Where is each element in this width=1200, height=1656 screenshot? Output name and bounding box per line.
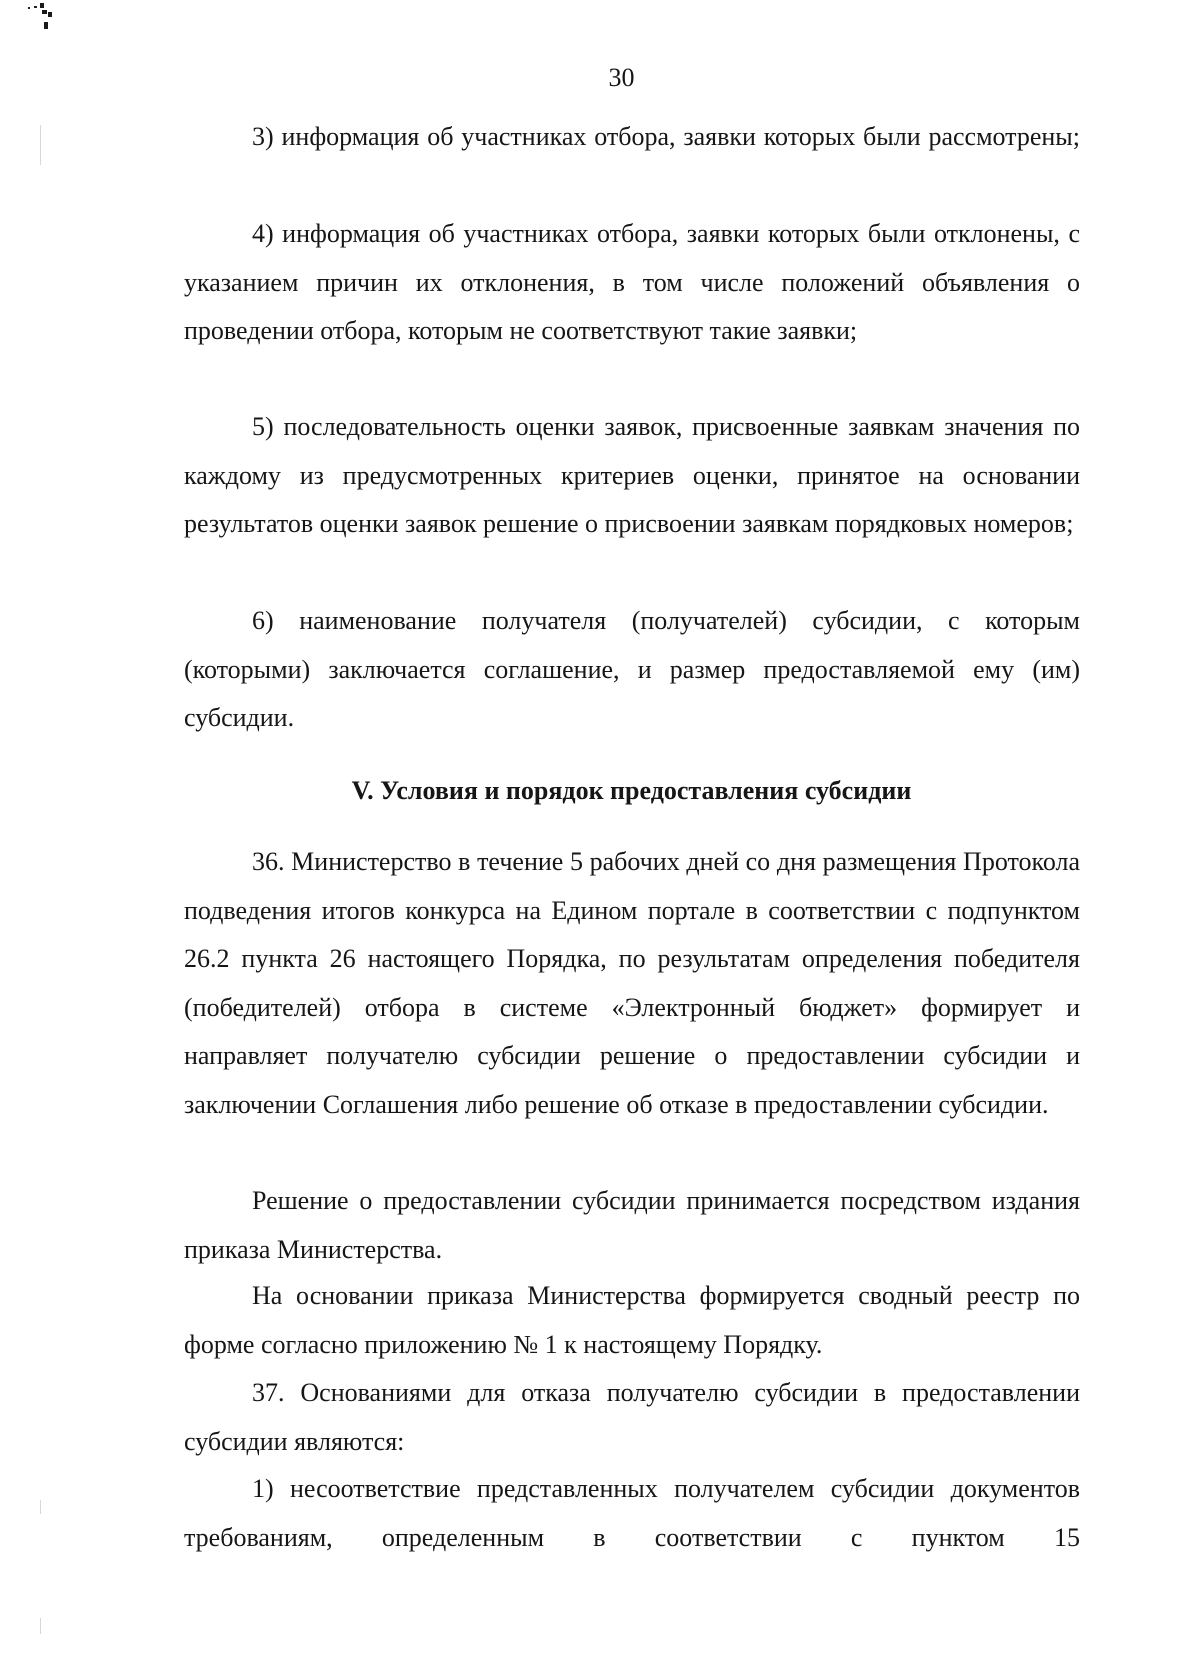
list-item-4: 4) информация об участниках отбора, заявки которых были отклонены, с указанием причин их отклонения, в том числе положений объявления о проведении отбора, которым не соответствуют такие заявки;	[184, 219, 1080, 345]
section-heading: V. Условия и порядок предоставления субсидии	[351, 776, 912, 805]
scan-margin-line	[40, 1618, 41, 1634]
scan-specks	[28, 0, 68, 40]
list-item-5: 5) последовательность оценки заявок, присвоенные заявкам значения по каждому из предусмотренных критериев оценки, принятое на основании результатов оценки заявок решение о присвоении заявкам порядковых номеров;	[184, 412, 1080, 538]
paragraph-37: 37. Основаниями для отказа получателю субсидии в предоставлении субсидии являются:	[184, 1378, 1080, 1456]
paragraph-registry: На основании приказа Министерства формируется сводный реестр по форме согласно приложению № 1 к настоящему Порядку.	[184, 1281, 1080, 1359]
page-number: 30	[608, 63, 635, 92]
list-item-3: 3) информация об участниках отбора, заявки которых были рассмотрены;	[252, 122, 1080, 151]
paragraph-36: 36. Министерство в течение 5 рабочих дней со дня размещения Протокола подведения итогов конкурса на Едином портале в соответствии с подпунктом 26.2 пункта 26 настоящего Порядка, по результатам определения победителя (победителей) отбора в системе «Электронный бюджет» формирует и направляет получателю субсидии решение о предоставлении субсидии и заключении Соглашения либо решение об отказе в предоставлении субсидии.	[184, 847, 1080, 1119]
paragraph-decision: Решение о предоставлении субсидии принимается посредством издания приказа Министерства.	[184, 1186, 1080, 1264]
scan-margin-line	[40, 125, 41, 165]
list-item-37-1: 1) несоответствие представленных получателем субсидии документов требованиям, определенным в соответствии с пунктом 15	[184, 1474, 1080, 1552]
list-item-6: 6) наименование получателя (получателей) субсидии, с которым (которыми) заключается соглашение, и размер предоставляемой ему (им) субсидии.	[184, 606, 1080, 732]
scan-margin-line	[40, 1500, 41, 1514]
